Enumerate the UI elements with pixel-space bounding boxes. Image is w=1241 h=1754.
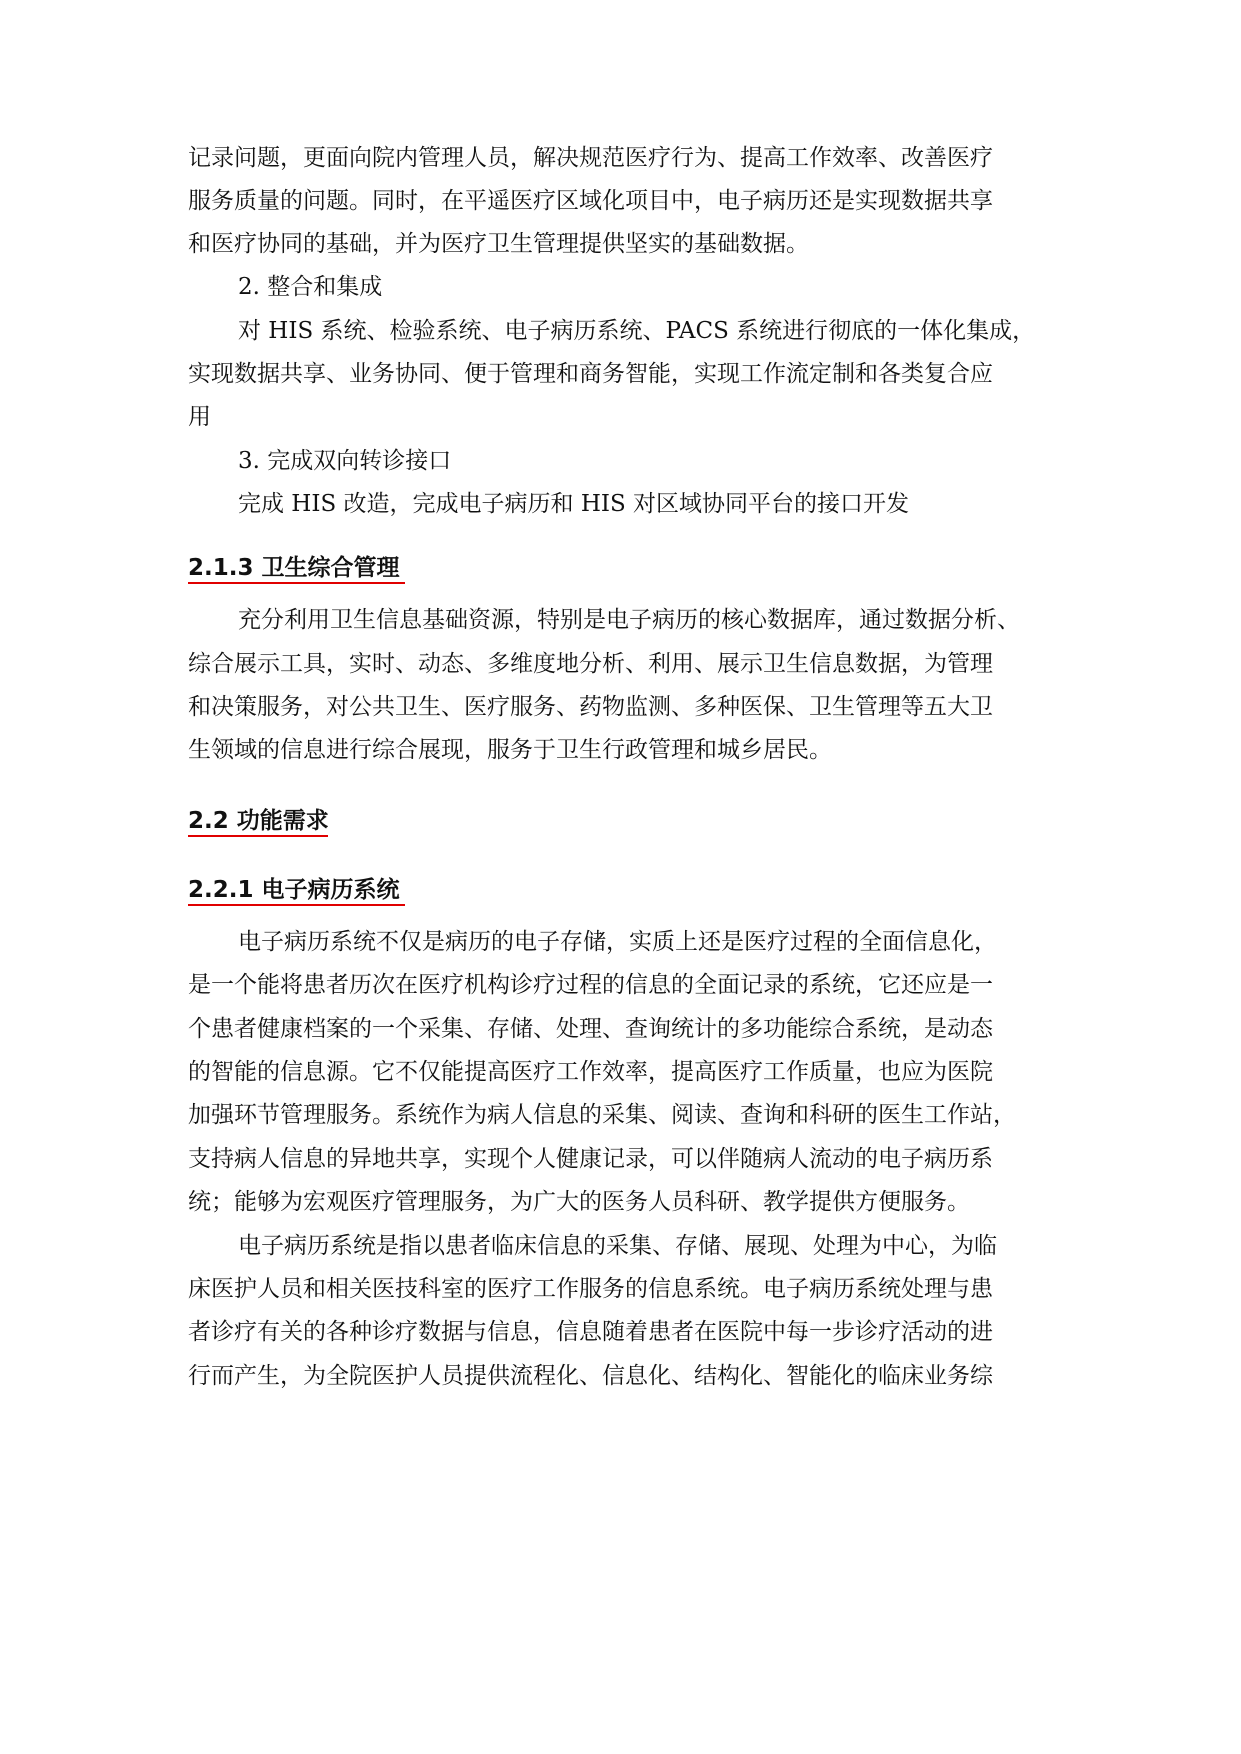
list-item-title: 3. 完成双向转诊接口 xyxy=(238,448,452,474)
heading-underline xyxy=(188,835,328,837)
body-text-line: 加强环节管理服务。系统作为病人信息的采集、阅读、查询和科研的医生工作站， xyxy=(188,1102,1016,1128)
body-text-line: 用 xyxy=(188,404,211,430)
body-text-line: 行而产生，为全院医护人员提供流程化、信息化、结构化、智能化的临床业务综 xyxy=(188,1363,993,1389)
heading-underline xyxy=(188,904,405,906)
body-text-line: 对 HIS 系统、检验系统、电子病历系统、PACS 系统进行彻底的一体化集成， xyxy=(238,318,1036,344)
body-text-line: 支持病人信息的异地共享，实现个人健康记录，可以伴随病人流动的电子病历系 xyxy=(188,1146,993,1172)
body-text-line: 记录问题，更面向院内管理人员，解决规范医疗行为、提高工作效率、改善医疗 xyxy=(188,145,993,171)
body-text-line: 生领域的信息进行综合展现，服务于卫生行政管理和城乡居民。 xyxy=(188,737,832,763)
body-text-line: 充分利用卫生信息基础资源，特别是电子病历的核心数据库，通过数据分析、 xyxy=(238,607,1020,633)
body-text-line: 者诊疗有关的各种诊疗数据与信息，信息随着患者在医院中每一步诊疗活动的进 xyxy=(188,1319,993,1345)
section-heading-2-1-3: 2.1.3 卫生综合管理 xyxy=(188,555,400,581)
body-text-line: 和决策服务，对公共卫生、医疗服务、药物监测、多种医保、卫生管理等五大卫 xyxy=(188,694,993,720)
body-text-line: 个患者健康档案的一个采集、存储、处理、查询统计的多功能综合系统，是动态 xyxy=(188,1016,993,1042)
body-text-line: 电子病历系统是指以患者临床信息的采集、存储、展现、处理为中心，为临 xyxy=(238,1233,997,1259)
body-text-line: 实现数据共享、业务协同、便于管理和商务智能，实现工作流定制和各类复合应 xyxy=(188,361,993,387)
section-heading-2-2-1: 2.2.1 电子病历系统 xyxy=(188,877,400,903)
body-text-line: 综合展示工具，实时、动态、多维度地分析、利用、展示卫生信息数据，为管理 xyxy=(188,651,993,677)
heading-underline xyxy=(188,582,405,584)
list-item-title: 2. 整合和集成 xyxy=(238,274,383,300)
body-text-line: 统；能够为宏观医疗管理服务，为广大的医务人员科研、教学提供方便服务。 xyxy=(188,1189,970,1215)
body-text-line: 床医护人员和相关医技科室的医疗工作服务的信息系统。电子病历系统处理与患 xyxy=(188,1276,993,1302)
body-text-line: 的智能的信息源。它不仅能提高医疗工作效率，提高医疗工作质量，也应为医院 xyxy=(188,1059,993,1085)
body-text-line: 是一个能将患者历次在医疗机构诊疗过程的信息的全面记录的系统，它还应是一 xyxy=(188,972,993,998)
body-text-line: 服务质量的问题。同时，在平遥医疗区域化项目中，电子病历还是实现数据共享 xyxy=(188,188,993,214)
body-text-line: 电子病历系统不仅是病历的电子存储，实质上还是医疗过程的全面信息化， xyxy=(238,929,997,955)
body-text-line: 和医疗协同的基础，并为医疗卫生管理提供坚实的基础数据。 xyxy=(188,231,809,257)
body-text-line: 完成 HIS 改造，完成电子病历和 HIS 对区域协同平台的接口开发 xyxy=(238,491,910,517)
section-heading-2-2: 2.2 功能需求 xyxy=(188,808,329,834)
